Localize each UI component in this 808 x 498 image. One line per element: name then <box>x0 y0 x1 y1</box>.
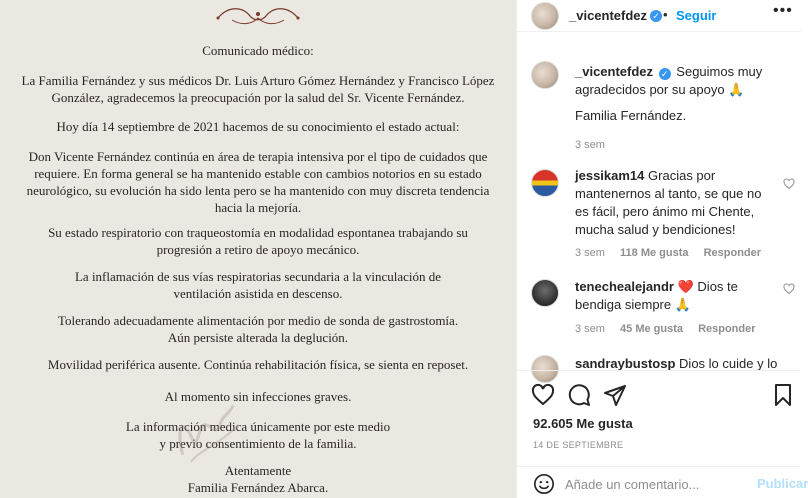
caption-time[interactable]: 3 sem <box>575 139 605 151</box>
post-sidebar <box>516 0 808 498</box>
avatar[interactable] <box>531 2 559 30</box>
heart-icon[interactable] <box>531 383 555 407</box>
comment-text <box>575 278 775 314</box>
add-comment-bar <box>517 466 808 498</box>
document-paragraph: La inflamación de sus vías respiratorias secundaria a la vinculación de ventilación asistida en descenso. <box>74 269 442 301</box>
caption-body: Seguimos muy agradecidos por su apoyo 🙏 <box>575 64 763 97</box>
avatar[interactable] <box>531 61 559 89</box>
comment-likes[interactable]: 45 Me gusta <box>620 323 683 335</box>
document-paragraph: Movilidad periférica ausente. Continúa rehabilitación física, se sienta en reposet. <box>47 357 469 372</box>
comment-like-heart-icon[interactable] <box>783 283 795 295</box>
bookmark-icon[interactable] <box>771 383 795 407</box>
caption-body-2: Familia Fernández. <box>575 108 687 123</box>
comment-input[interactable] <box>565 475 735 493</box>
comment-likes[interactable]: 118 Me gusta <box>620 247 689 259</box>
comments-list <box>517 33 801 369</box>
comment-body: Gracias por mantenernos al tanto, se que no es fácil, pero ánimo mi Chente, mucha salud y bendiciones! <box>575 168 762 237</box>
reply-button[interactable]: Responder <box>703 247 762 259</box>
comment-username[interactable]: sandraybustosp <box>575 356 676 371</box>
comment-time[interactable]: 3 sem <box>575 247 605 259</box>
caption-username[interactable]: _vicentefdez <box>575 64 654 79</box>
post-header <box>517 0 801 32</box>
document-paragraph: La información medica únicamente por este medio y previo consentimiento de la familia. <box>125 419 391 451</box>
header-username[interactable]: _vicentefdez <box>569 8 648 23</box>
likes-count[interactable]: 92.605 Me gusta <box>533 416 633 431</box>
document-paragraph: La Familia Fernández y sus médicos Dr. Luis Arturo Gómez Hernández y Francisco López González, agradecemos la preocupación por la salud del Sr. Vicente Fernández. <box>21 73 495 105</box>
comment-icon[interactable] <box>567 383 591 407</box>
document-paragraph: Hoy día 14 septiembre de 2021 hacemos de su conocimiento el estado actual: <box>56 119 460 134</box>
emoji-icon[interactable] <box>533 473 555 495</box>
separator-dot: • <box>663 7 668 22</box>
comment-username[interactable]: tenechealejandr <box>575 279 674 294</box>
more-horizontal-icon[interactable]: ••• <box>773 2 793 19</box>
comment-meta <box>575 247 761 259</box>
verified-badge-icon: ✓ <box>650 10 662 22</box>
document-paragraph: Don Vicente Fernández continúa en área de terapia intensiva por el tipo de cuidados que requiere. En forma general se ha mantenido estable con cambios notorios en su estado neurológico, su evolución ha sido lenta pero se ha mantenido con muy discreta tendencia hacia la mejoría. <box>26 149 490 215</box>
comment-username[interactable]: jessikam14 <box>575 168 645 183</box>
verified-badge-icon: ✓ <box>659 68 671 80</box>
follow-button[interactable]: Seguir <box>676 8 717 23</box>
ornament-flourish-icon <box>212 4 304 28</box>
document-signature: Atentamente Familia Fernández Abarca. <box>187 463 329 495</box>
comment-time[interactable]: 3 sem <box>575 323 605 335</box>
document-paragraph: Al momento sin infecciones graves. <box>164 389 352 404</box>
document-paragraph: Tolerando adecuadamente alimentación por medio de sonda de gastrostomía. Aún persiste alterada la deglución. <box>57 313 459 345</box>
document-paragraph: Su estado respiratorio con traqueostomía en modalidad espontanea trabajando su progresión a retiro de apoyo mecánico. <box>48 225 468 257</box>
comment-body: ❤️ Dios te bendiga siempre 🙏 <box>575 279 738 312</box>
comment-meta <box>575 323 756 335</box>
avatar[interactable] <box>531 279 559 307</box>
caption-text <box>575 63 775 99</box>
comment-text <box>575 167 775 239</box>
publish-button[interactable]: Publicar <box>757 476 808 491</box>
avatar[interactable] <box>531 169 559 197</box>
document-heading: Comunicado médico: <box>202 43 314 58</box>
comment-like-heart-icon[interactable] <box>783 178 795 190</box>
comment-body: Dios lo cuide y lo <box>679 356 778 371</box>
reply-button[interactable]: Responder <box>698 323 756 335</box>
action-bar <box>517 370 801 420</box>
post-date[interactable]: 14 DE SEPTIEMBRE <box>533 440 624 450</box>
paper-plane-icon[interactable] <box>603 383 627 407</box>
